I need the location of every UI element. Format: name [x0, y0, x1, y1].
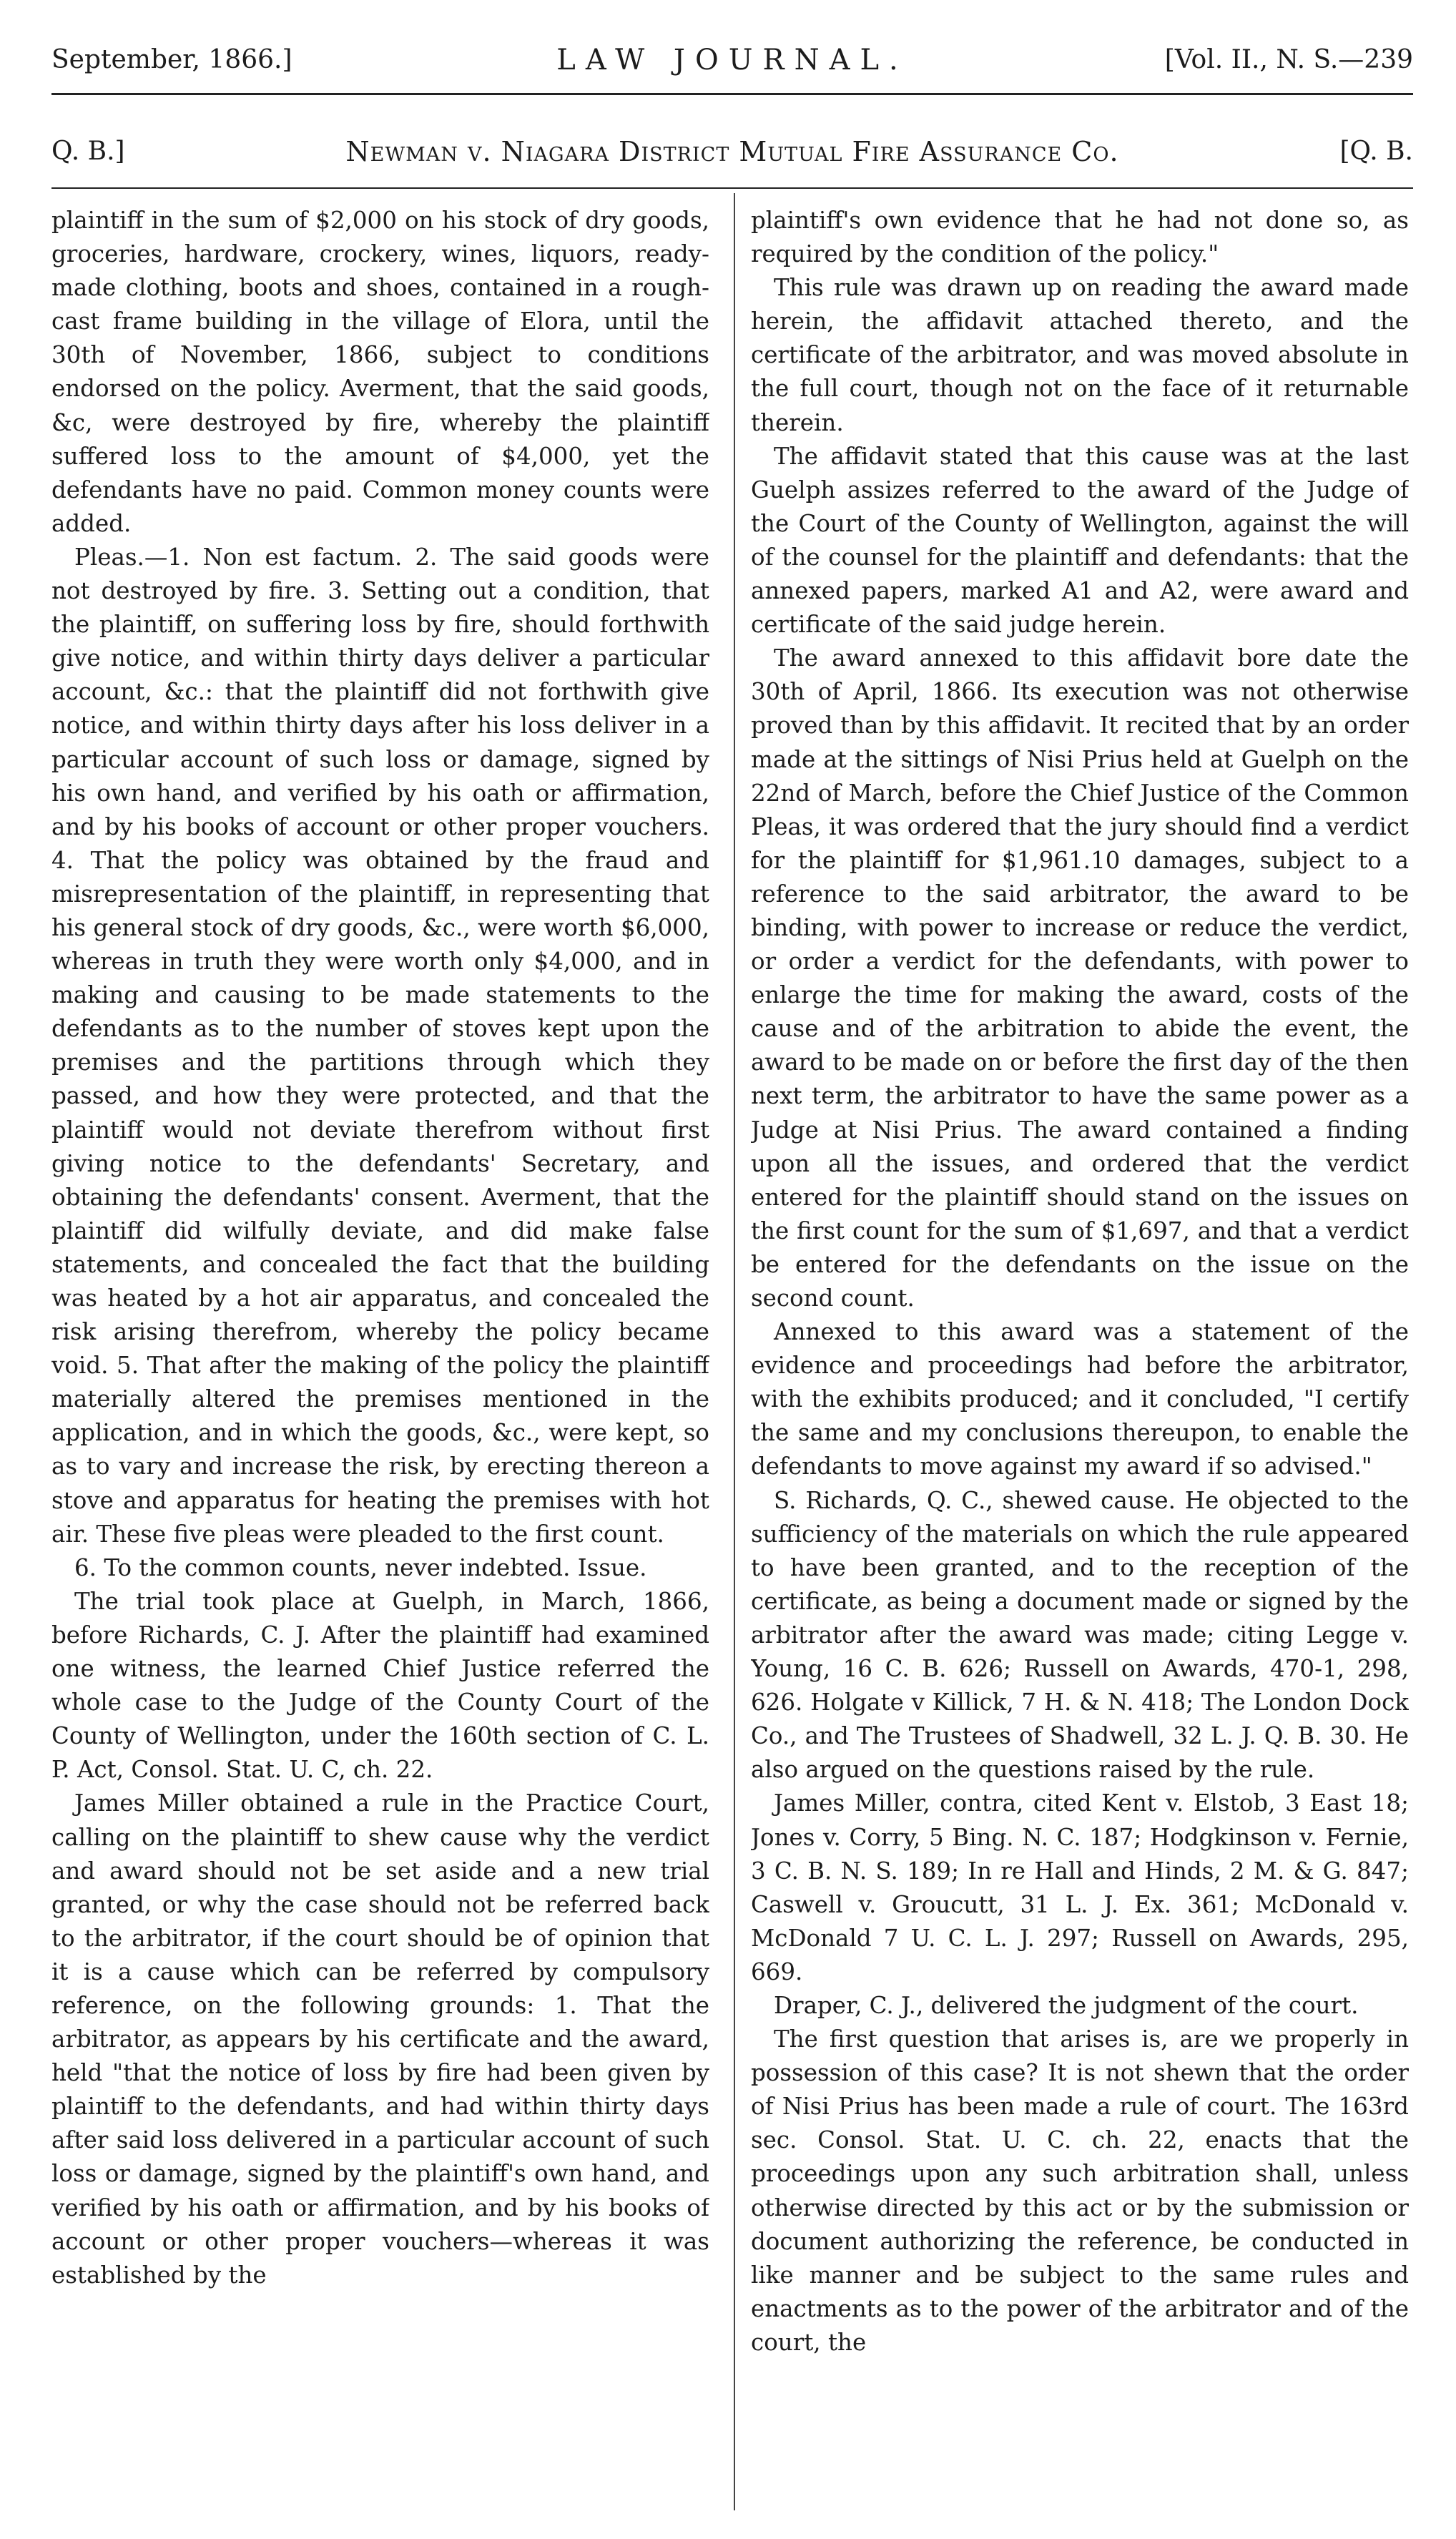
case-heading-rule: [51, 187, 1413, 189]
right-column: [751, 204, 1409, 2514]
paragraph: Draper, C. J., delivered the judgment of the court.: [774, 1991, 1359, 2019]
paragraph: James Miller obtained a rule in the Practice Court, calling on the plaintiff to shew cause why the verdict and award should not be set aside and a new trial granted, or why the case should not be referred back to the arbitrator, if the court should be of opinion that it is a cause which can be referred by compulsory reference, on the following grounds: 1. That the arbitrator, as appears by his certificate and the award, held "that the notice of loss by fire had been given by plaintiff to the defendants, and had within thirty days after said loss delivered in a particular account of such loss or damage, signed by the plaintiff's own hand, and verified by his oath or affirmation, and by his books of account or other proper vouchers—whereas it was established by the: [51, 1789, 709, 2289]
court-left: Q. B.]: [51, 137, 125, 166]
paragraph: S. Richards, Q. C., shewed cause. He objected to the sufficiency of the materials on which the rule appeared to have been granted, and to the reception of the certificate, as being a document made or signed by the arbitrator after the award was made; citing Legge v. Young, 16 C. B. 626; Russell on Awards, 470-1, 298, 626. Holgate v Killick, 7 H. & N. 418; The London Dock Co., and The Trustees of Shadwell, 32 L. J. Q. B. 30. He also argued on the questions raised by the rule.: [751, 1486, 1409, 1784]
paragraph: This rule was drawn up on reading the award made herein, the affidavit attached thereto, and the certificate of the arbitrator, and was moved absolute in the full court, though not on the face of it returnable therein.: [751, 274, 1409, 436]
volume-page-number: [Vol. II., N. S.—239: [1164, 45, 1413, 74]
running-head-date: September, 1866.]: [51, 45, 292, 74]
paragraph: plaintiff's own evidence that he had not done so, as required by the condition of the policy.": [751, 207, 1409, 268]
header-rule: [51, 93, 1413, 95]
left-column: [51, 204, 709, 2514]
paragraph: Pleas.—1. Non est factum. 2. The said goods were not destroyed by fire. 3. Setting out a condition, that the plaintiff, on suffering loss by fire, should forthwith give notice, and within thirty days deliver a particular account, &c.: that the plaintiff did not forthwith give notice, and within thirty days after his loss deliver in a particular account of such loss or damage, signed by his own hand, and verified by his oath or affirmation, and by his books of account or other proper vouchers. 4. That the policy was obtained by the fraud and misrepresentation of the plaintiff, in representing that his general stock of dry goods, &c., were worth $6,000, whereas in truth they were worth only $4,000, and in making and causing to be made statements to the defendants as to the number of stoves kept upon the premises and the partitions through which they passed, and how they were protected, and that the plaintiff would not deviate therefrom without first giving notice to the defendants' Secretary, and obtaining the defendants' consent. Averment, that the plaintiff did wilfully deviate, and did make false statements, and concealed the fact that the building was heated by a hot air apparatus, and concealed the risk arising therefrom, whereby the policy became void. 5. That after the making of the policy the plaintiff materially altered the premises mentioned in the application, and in which the goods, &c., were kept, so as to vary and increase the risk, by erecting thereon a stove and apparatus for heating the premises with hot air. These five pleas were pleaded to the first count.: [51, 543, 709, 1548]
running-head: [51, 37, 1413, 83]
paragraph: 6. To the common counts, never indebted. Issue.: [74, 1553, 647, 1581]
case-heading: [51, 129, 1413, 175]
paragraph: The award annexed to this affidavit bore date the 30th of April, 1866. Its execution was not otherwise proved than by this affidavit. It recited that by an order made at the sittings of Nisi Prius held at Guelph on the 22nd of March, before the Chief Justice of the Common Pleas, it was ordered that the jury should find a verdict for the plaintiff for $1,961.10 damages, subject to a reference to the said arbitrator, the award to be binding, with power to increase or reduce the verdict, or order a verdict for the defendants, with power to enlarge the time for making the award, costs of the cause and of the arbitration to abide the event, the award to be made on or before the first day of the then next term, the arbitrator to have the same power as a Judge at Nisi Prius. The award contained a finding upon all the issues, and ordered that the verdict entered for the plaintiff should stand on the issues on the first count for the sum of $1,697, and that a verdict be entered for the defendants on the issue on the second count.: [751, 644, 1409, 1312]
paragraph: The trial took place at Guelph, in March, 1866, before Richards, C. J. After the plaintiff had examined one witness, the learned Chief Justice referred the whole case to the Judge of the County Court of the County of Wellington, under the 160th section of C. L. P. Act, Consol. Stat. U. C, ch. 22.: [51, 1587, 709, 1784]
journal-title: LAW JOURNAL.: [556, 44, 908, 77]
paragraph: Annexed to this award was a statement of the evidence and proceedings had before the arbitrator, with the exhibits produced; and it concluded, "I certify the same and my conclusions thereupon, to enable the defendants to move against my award if so advised.": [751, 1318, 1409, 1480]
paragraph: James Miller, contra, cited Kent v. Elstob, 3 East 18; Jones v. Corry, 5 Bing. N. C. 187; Hodgkinson v. Fernie, 3 C. B. N. S. 189; In re Hall and Hinds, 2 M. & G. 847; Caswell v. Groucutt, 31 L. J. Ex. 361; McDonald v. McDonald 7 U. C. L. J. 297; Russell on Awards, 295, 669.: [751, 1789, 1409, 1985]
case-title: Newman v. Niagara District Mutual Fire Assurance Co.: [345, 136, 1119, 167]
court-right: [Q. B.: [1339, 137, 1413, 166]
paragraph: The first question that arises is, are we properly in possession of this case? It is not shewn that the order of Nisi Prius has been made a rule of court. The 163rd sec. Consol. Stat. U. C. ch. 22, enacts that the proceedings upon any such arbitration shall, unless otherwise directed by this act or by the submission or document authorizing the reference, be conducted in like manner and be subject to the same rules and enactments as to the power of the arbitrator and of the court, the: [751, 2025, 1409, 2356]
column-divider: [734, 193, 735, 2510]
paragraph: plaintiff in the sum of $2,000 on his stock of dry goods, groceries, hardware, crockery, wines, liquors, ready-made clothing, boots and shoes, contained in a rough-cast frame building in the village of Elora, until the 30th of November, 1866, subject to conditions endorsed on the policy. Averment, that the said goods, &c, were destroyed by fire, whereby the plaintiff suffered loss to the amount of $4,000, yet the defendants have no paid. Common money counts were added.: [51, 207, 709, 537]
paragraph: The affidavit stated that this cause was at the last Guelph assizes referred to the award of the Judge of the Court of the County of Wellington, against the will of the counsel for the plaintiff and defendants: that the annexed papers, marked A1 and A2, were award and certificate of the said judge herein.: [751, 442, 1409, 639]
